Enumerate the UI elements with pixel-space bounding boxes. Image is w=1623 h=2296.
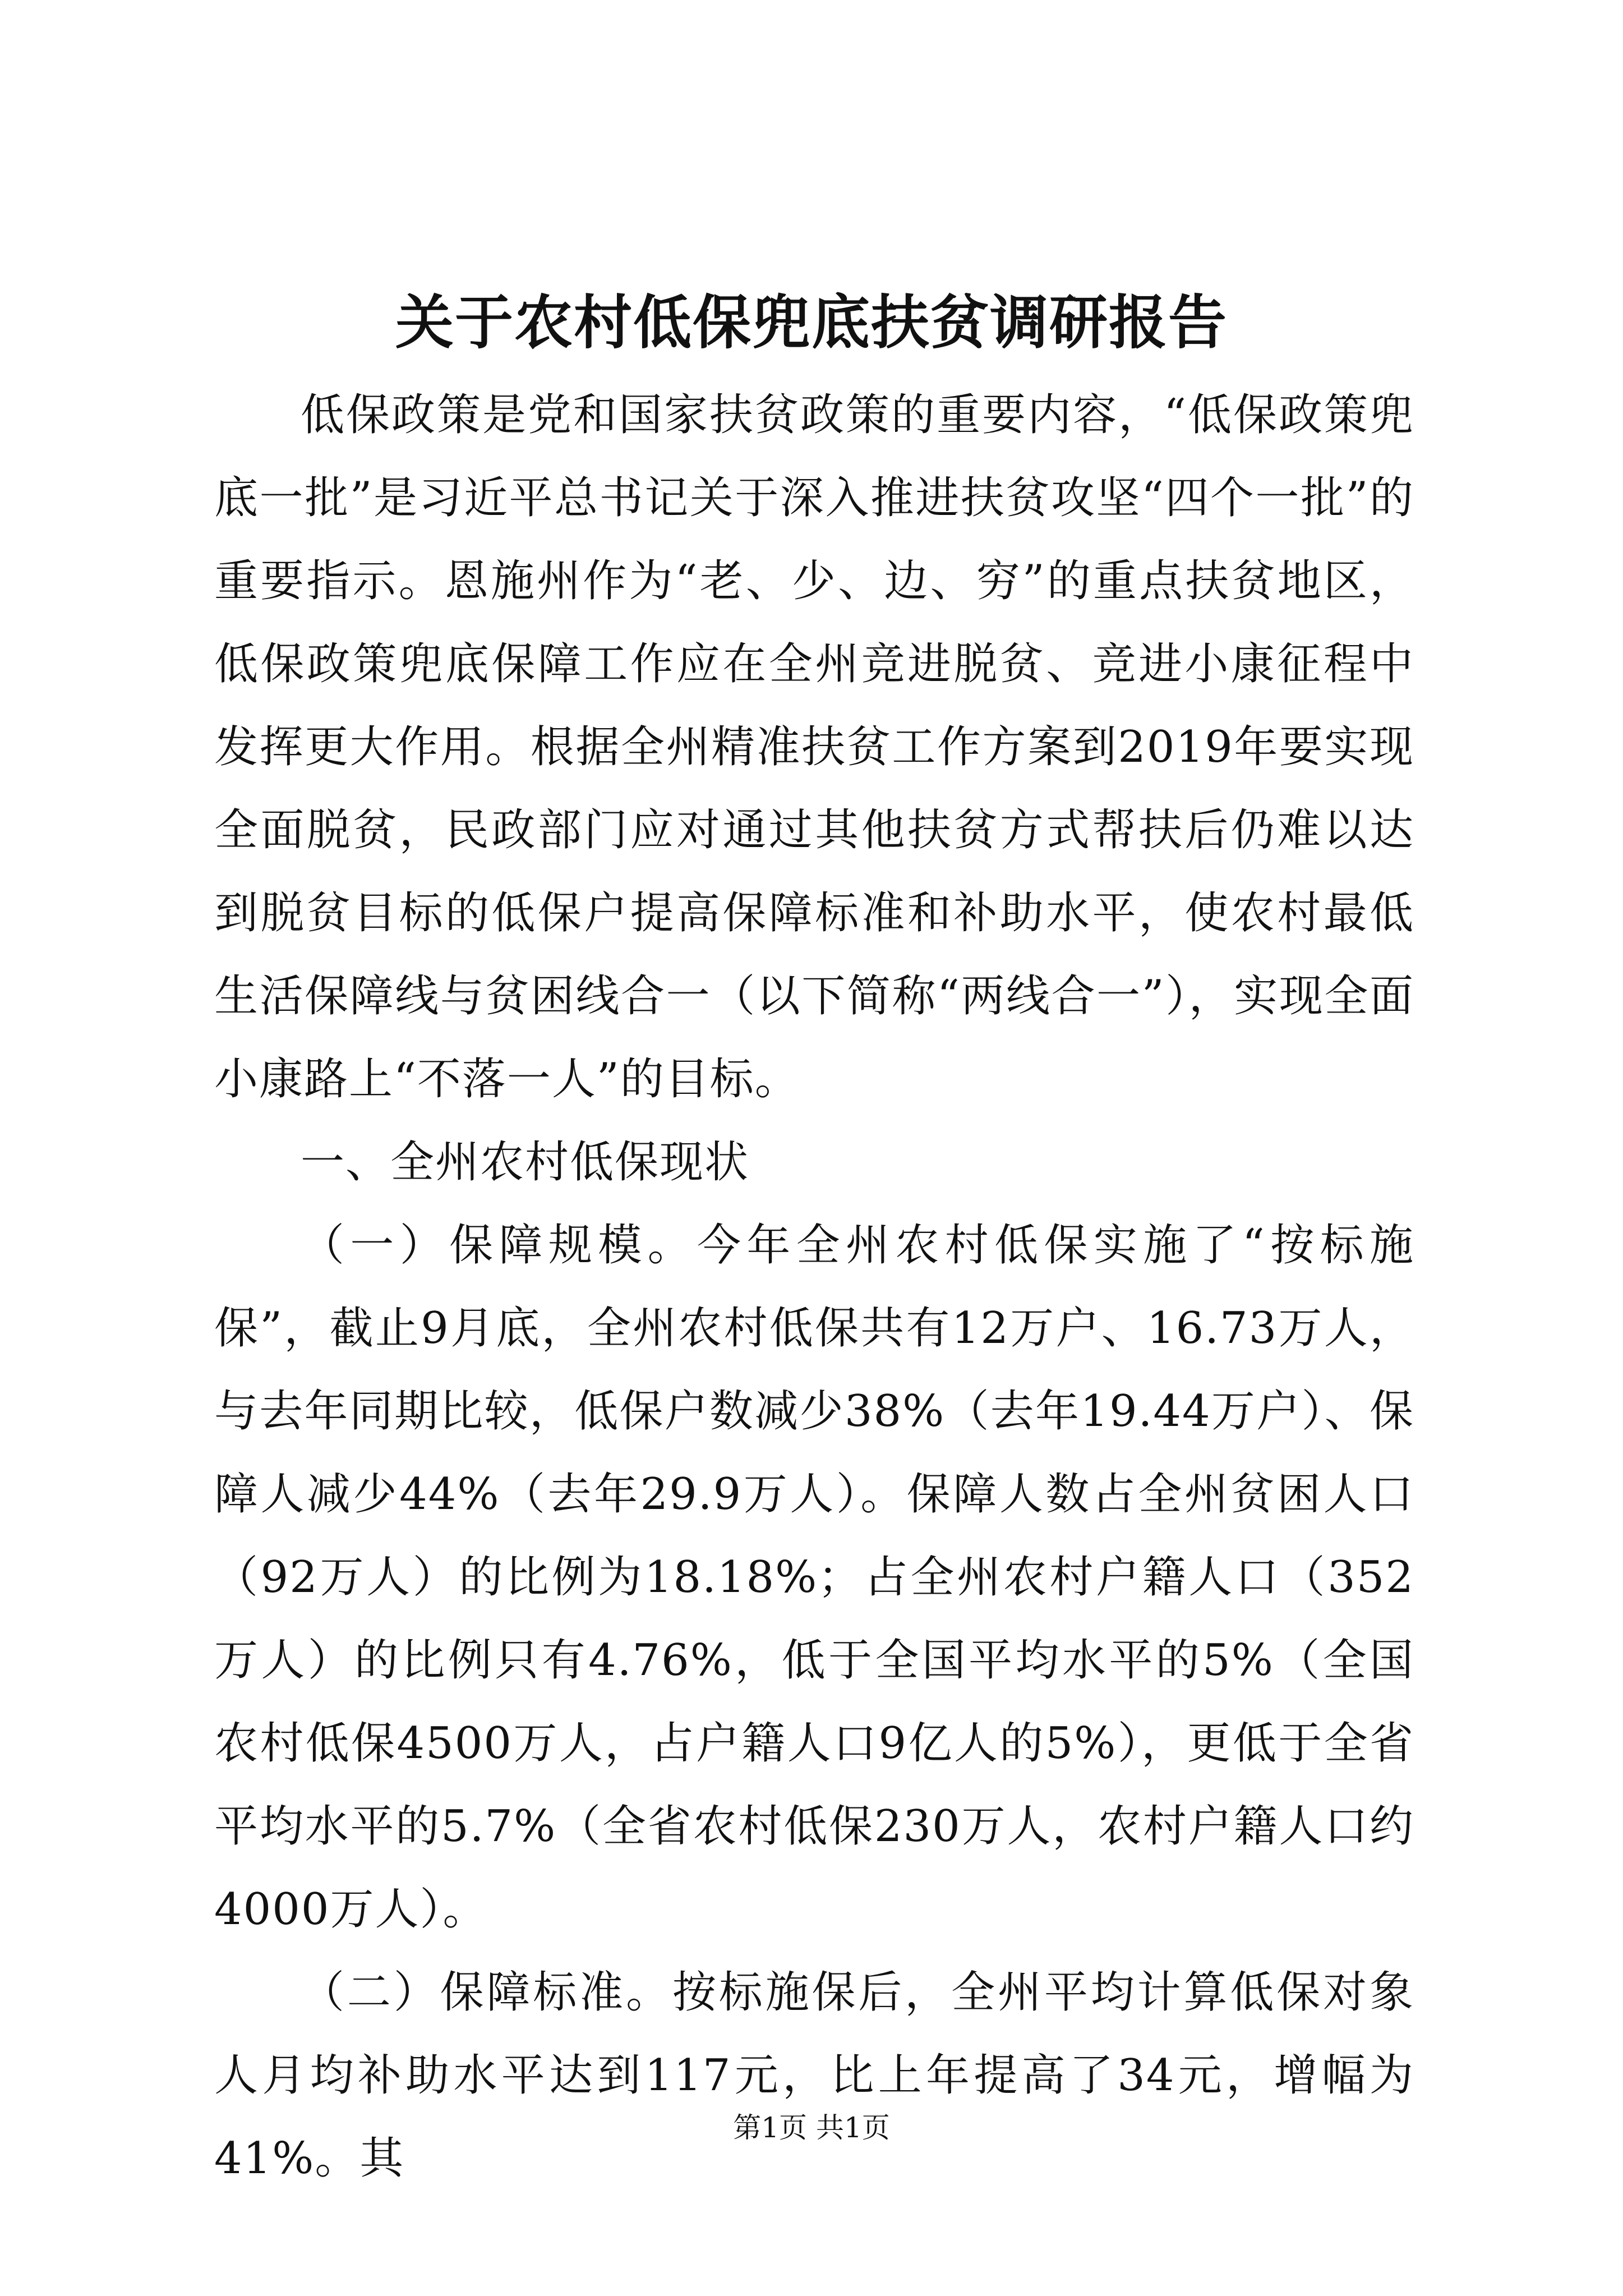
scale-paragraph: （一）保障规模。今年全州农村低保实施了“按标施保”，截止9月底，全州农村低保共有12万户、16.73万人，与去年同期比较，低保户数减少38%（去年19.44万户）、保障人减少44%（去年29.9万人）。保障人数占全州贫困人口（92万人）的比例为18.18%；占全州农村户籍人口（352万人）的比例只有4.76%，低于全国平均水平的5%（全国农村低保4500万人，占户籍人口9亿人的5%），更低于全省平均水平的5.7%（全省农村低保230万人，农村户籍人口约4000万人）。 [214,1220,1414,1935]
section-heading: 一、全州农村低保现状 [301,1137,750,1188]
page-footer: 第1页 共1页 [733,2111,890,2144]
document-body [214,374,1414,2200]
standard-paragraph: （二）保障标准。按标施保后，全州平均计算低保对象人月均补助水平达到117元，比上年提高了34元，增幅为41%。其 [214,1967,1414,2184]
intro-paragraph: 低保政策是党和国家扶贫政策的重要内容，“低保政策兜底一批”是习近平总书记关于深入推进扶贫攻坚“四个一批”的重要指示。恩施州作为“老、少、边、穷”的重点扶贫地区，低保政策兜底保障工作应在全州竞进脱贫、竞进小康征程中发挥更大作用。根据全州精准扶贫工作方案到2019年要实现全面脱贫，民政部门应对通过其他扶贫方式帮扶后仍难以达到脱贫目标的低保户提高保障标准和补助水平，使农村最低生活保障线与贫困线合一（以下简称“两线合一”），实现全面小康路上“不落一人”的目标。 [214,390,1414,1105]
document-title: 关于农村低保兜底扶贫调研报告 [395,288,1228,357]
